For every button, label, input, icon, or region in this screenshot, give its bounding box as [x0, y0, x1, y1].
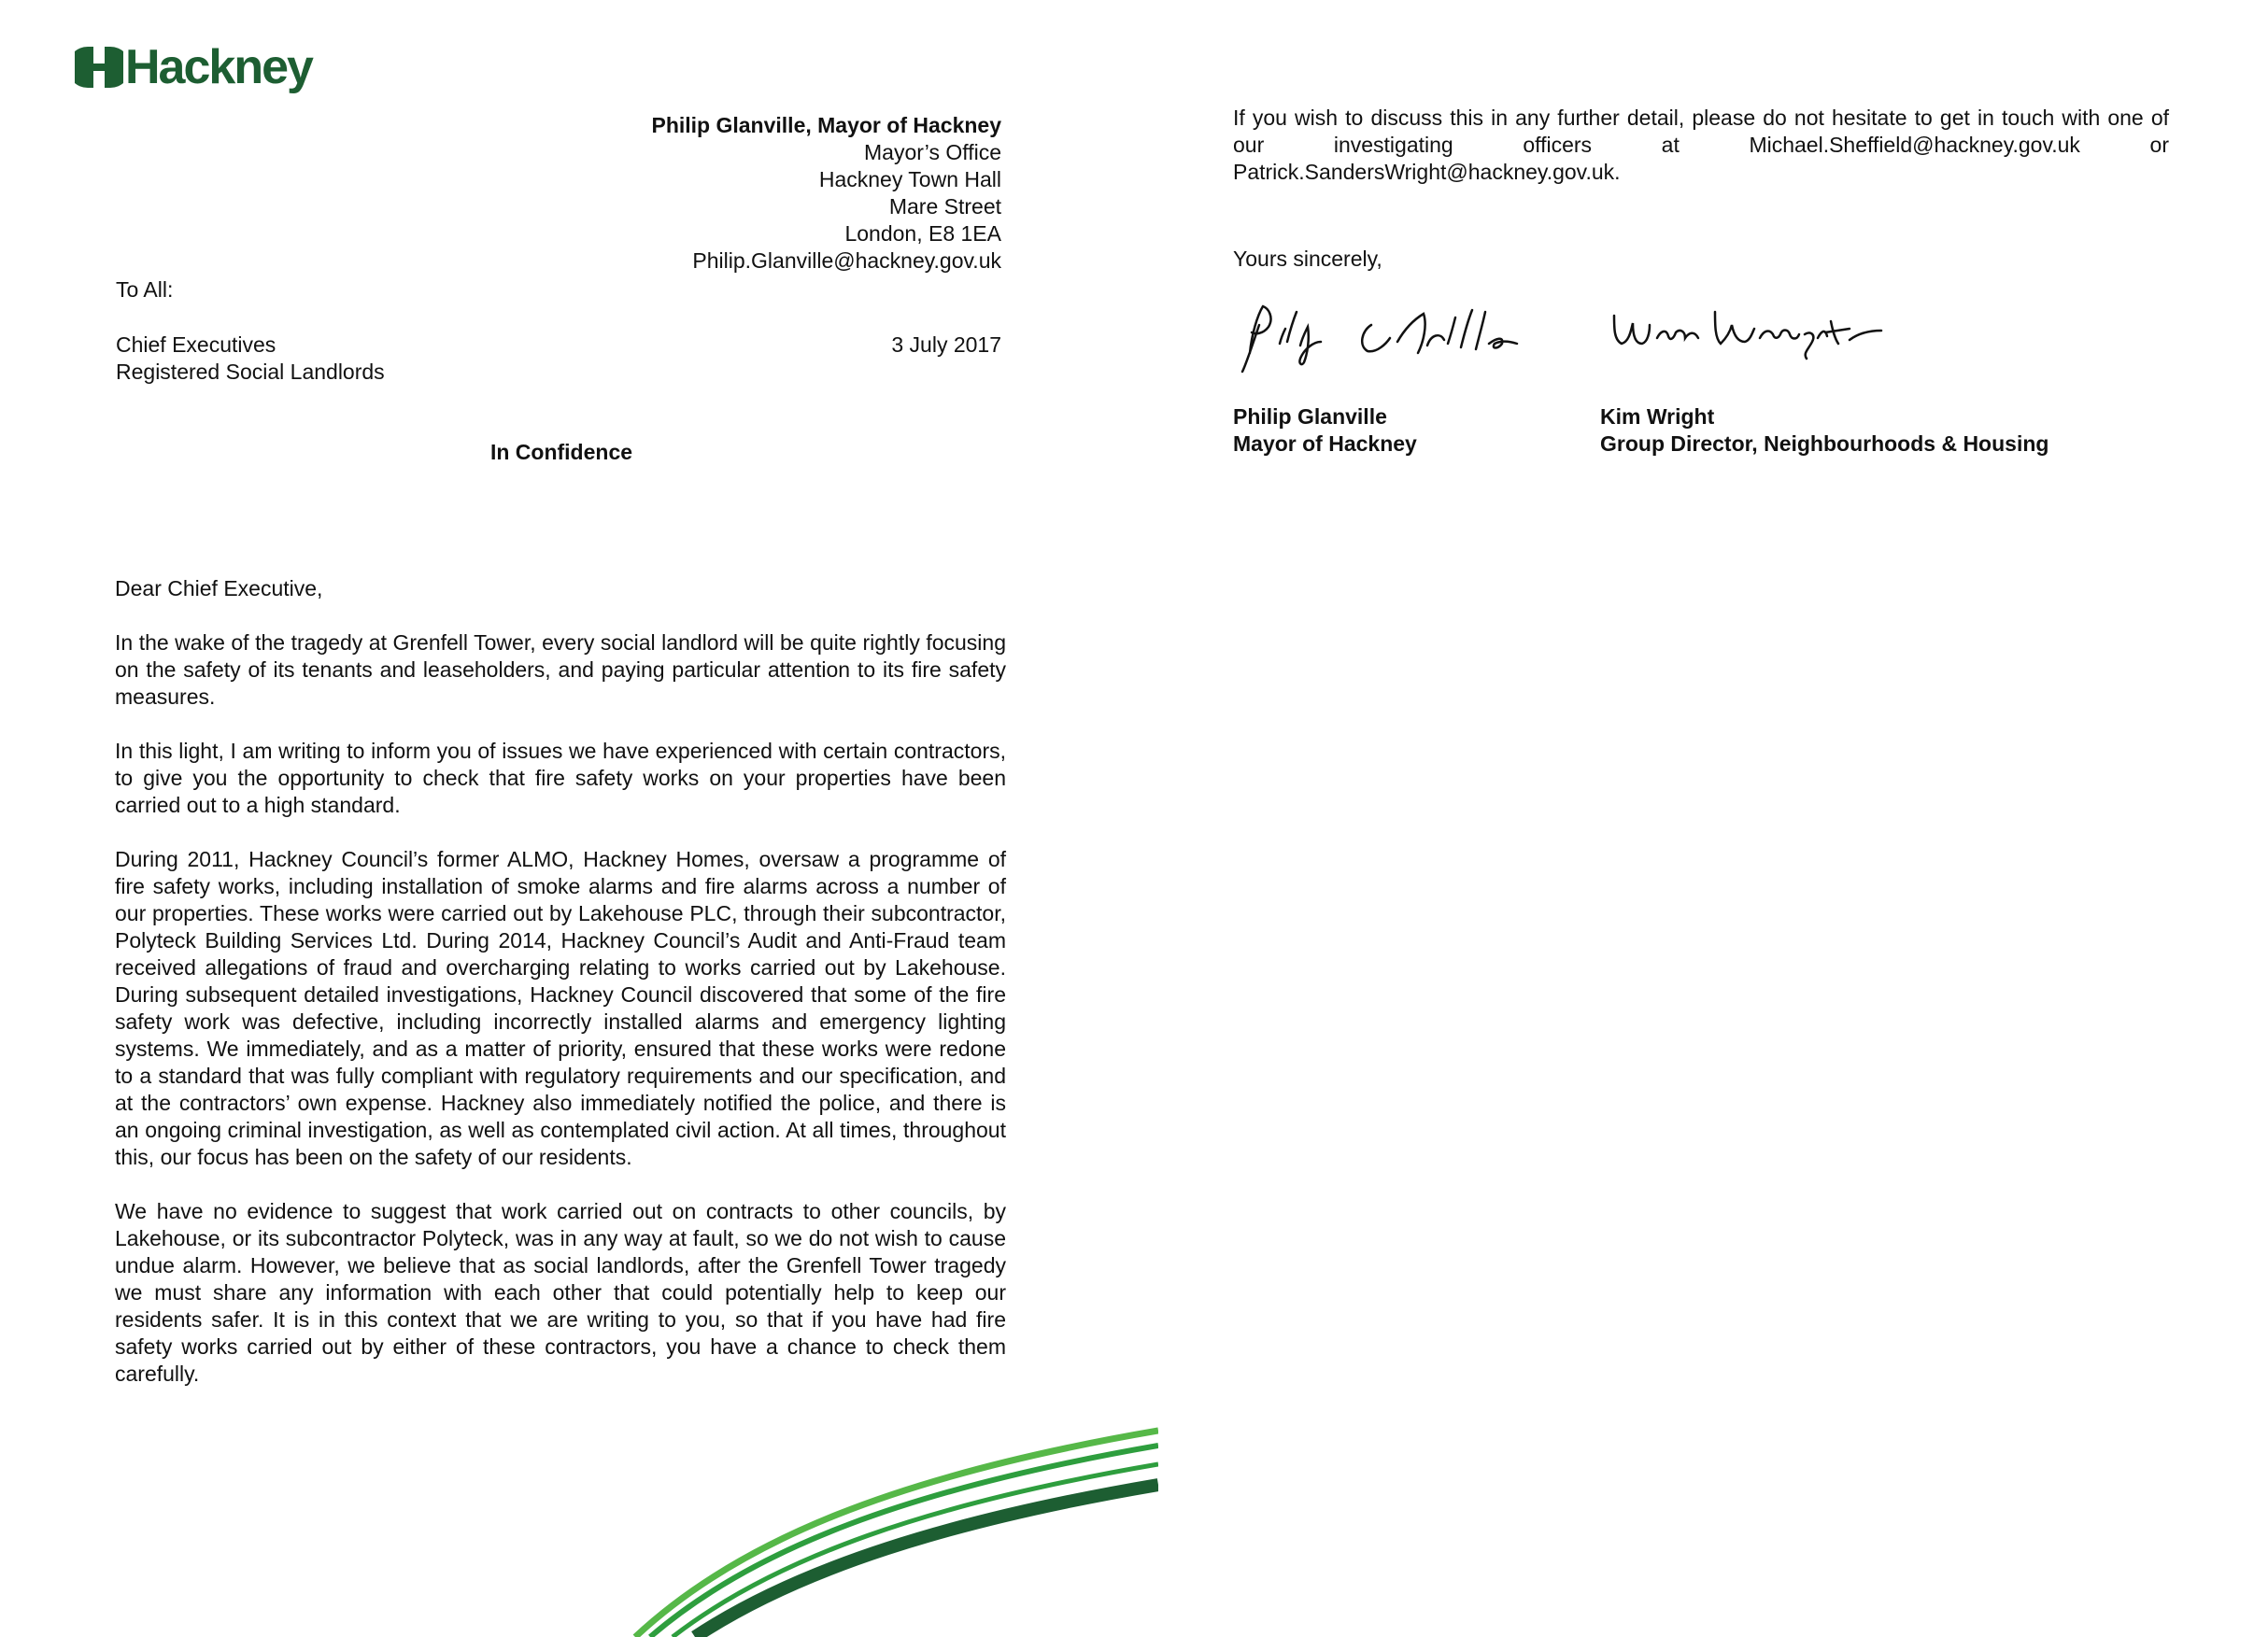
hackney-logo-mark-icon: [75, 43, 123, 92]
body-paragraph: In this light, I am writing to inform you of issues we have experienced with certain contractors, to give you the opportunity to check that fire safety works on your properties have been carried out to a high standard.: [115, 739, 1006, 817]
body-paragraph: In the wake of the tragedy at Grenfell Tower, every social landlord will be quite rightly focusing on the safety of its tenants and leaseholders, and paying particular attention to its fire safety measures.: [115, 630, 1006, 709]
signatory-title: Group Director, Neighbourhoods & Housing: [1600, 431, 2049, 456]
sender-address-block: [579, 112, 1001, 275]
confidentiality-heading: In Confidence: [489, 440, 633, 464]
recipient-line: Chief Executives: [116, 332, 276, 357]
signatory-name: Philip Glanville: [1233, 404, 1387, 429]
recipients-block: [116, 332, 385, 386]
recipient-line: Registered Social Landlords: [116, 360, 385, 384]
sender-address-line: Hackney Town Hall: [818, 167, 1001, 191]
signatory-mayor: [1233, 403, 1417, 458]
letter-date: 3 July 2017: [891, 332, 1001, 357]
signatory-title: Mayor of Hackney: [1233, 431, 1417, 456]
signatory-name: Kim Wright: [1600, 404, 1715, 429]
signatory-director: [1600, 403, 2048, 458]
body-paragraph: During 2011, Hackney Council’s former ALMO, Hackney Homes, oversaw a programme of fire safety works, including installation of smoke alarms and fire alarms across a number of our properties. These works were carried out by Lakehouse PLC, through their subcontractor, Polyteck Building Services Ltd. During 2014, Hackney Council’s Audit and Anti-Fraud team received allegations of fraud and overcharging relating to works carried out by Lakehouse. During subsequent detailed investigations, Hackney Council discovered that some of the fire safety work was defective, including incorrectly installed alarms and emergency lighting systems. We immediately, and as a matter of priority, ensured that these works were redone to a standard that was fully compliant with regulatory requirements and our specification, and at the contractors’ own expense. Hackney also immediately notified the police, and there is an ongoing criminal investigation, as well as contemplated civil action. At all times, throughout this, our focus has been on the safety of our residents.: [115, 847, 1006, 1169]
signature-kim-wright: [1605, 297, 1904, 372]
signature-philip-glanville: [1231, 297, 1558, 381]
sender-address-line: Mayor’s Office: [864, 140, 1001, 164]
sender-email: Philip.Glanville@hackney.gov.uk: [692, 248, 1001, 273]
contact-paragraph: If you wish to discuss this in any further detail, please do not hesitate to get in touch with one of our investigating officers at Michael.Sheffield@hackney.gov.uk or Patrick.SandersWright@hackney.gov.uk.: [1233, 106, 2169, 184]
salutation: Dear Chief Executive,: [115, 576, 323, 600]
hackney-logo: [75, 39, 312, 95]
decorative-green-swoosh: [598, 1410, 1158, 1637]
sender-address-line: London, E8 1EA: [844, 221, 1001, 246]
letter-body: [115, 575, 1006, 1415]
logo-wordmark: Hackney: [125, 40, 312, 94]
to-all-label: To All:: [116, 277, 174, 302]
body-paragraph: We have no evidence to suggest that work carried out on contracts to other councils, by Lakehouse, or its subcontractor Polyteck, was in any way at fault, so we do not wish to cause undue alarm. However, we believe that as social landlords, after the Grenfell Tower tragedy we must share any information with each other that could potentially help to keep our residents safer. It is in this context that we are writing to you, so that if you have had fire safety works carried out by either of these contractors, you have a chance to check them carefully.: [115, 1199, 1006, 1386]
sender-name-title: Philip Glanville, Mayor of Hackney: [651, 113, 1001, 137]
sender-address-line: Mare Street: [888, 194, 1001, 219]
closing-line: Yours sincerely,: [1233, 247, 1382, 271]
